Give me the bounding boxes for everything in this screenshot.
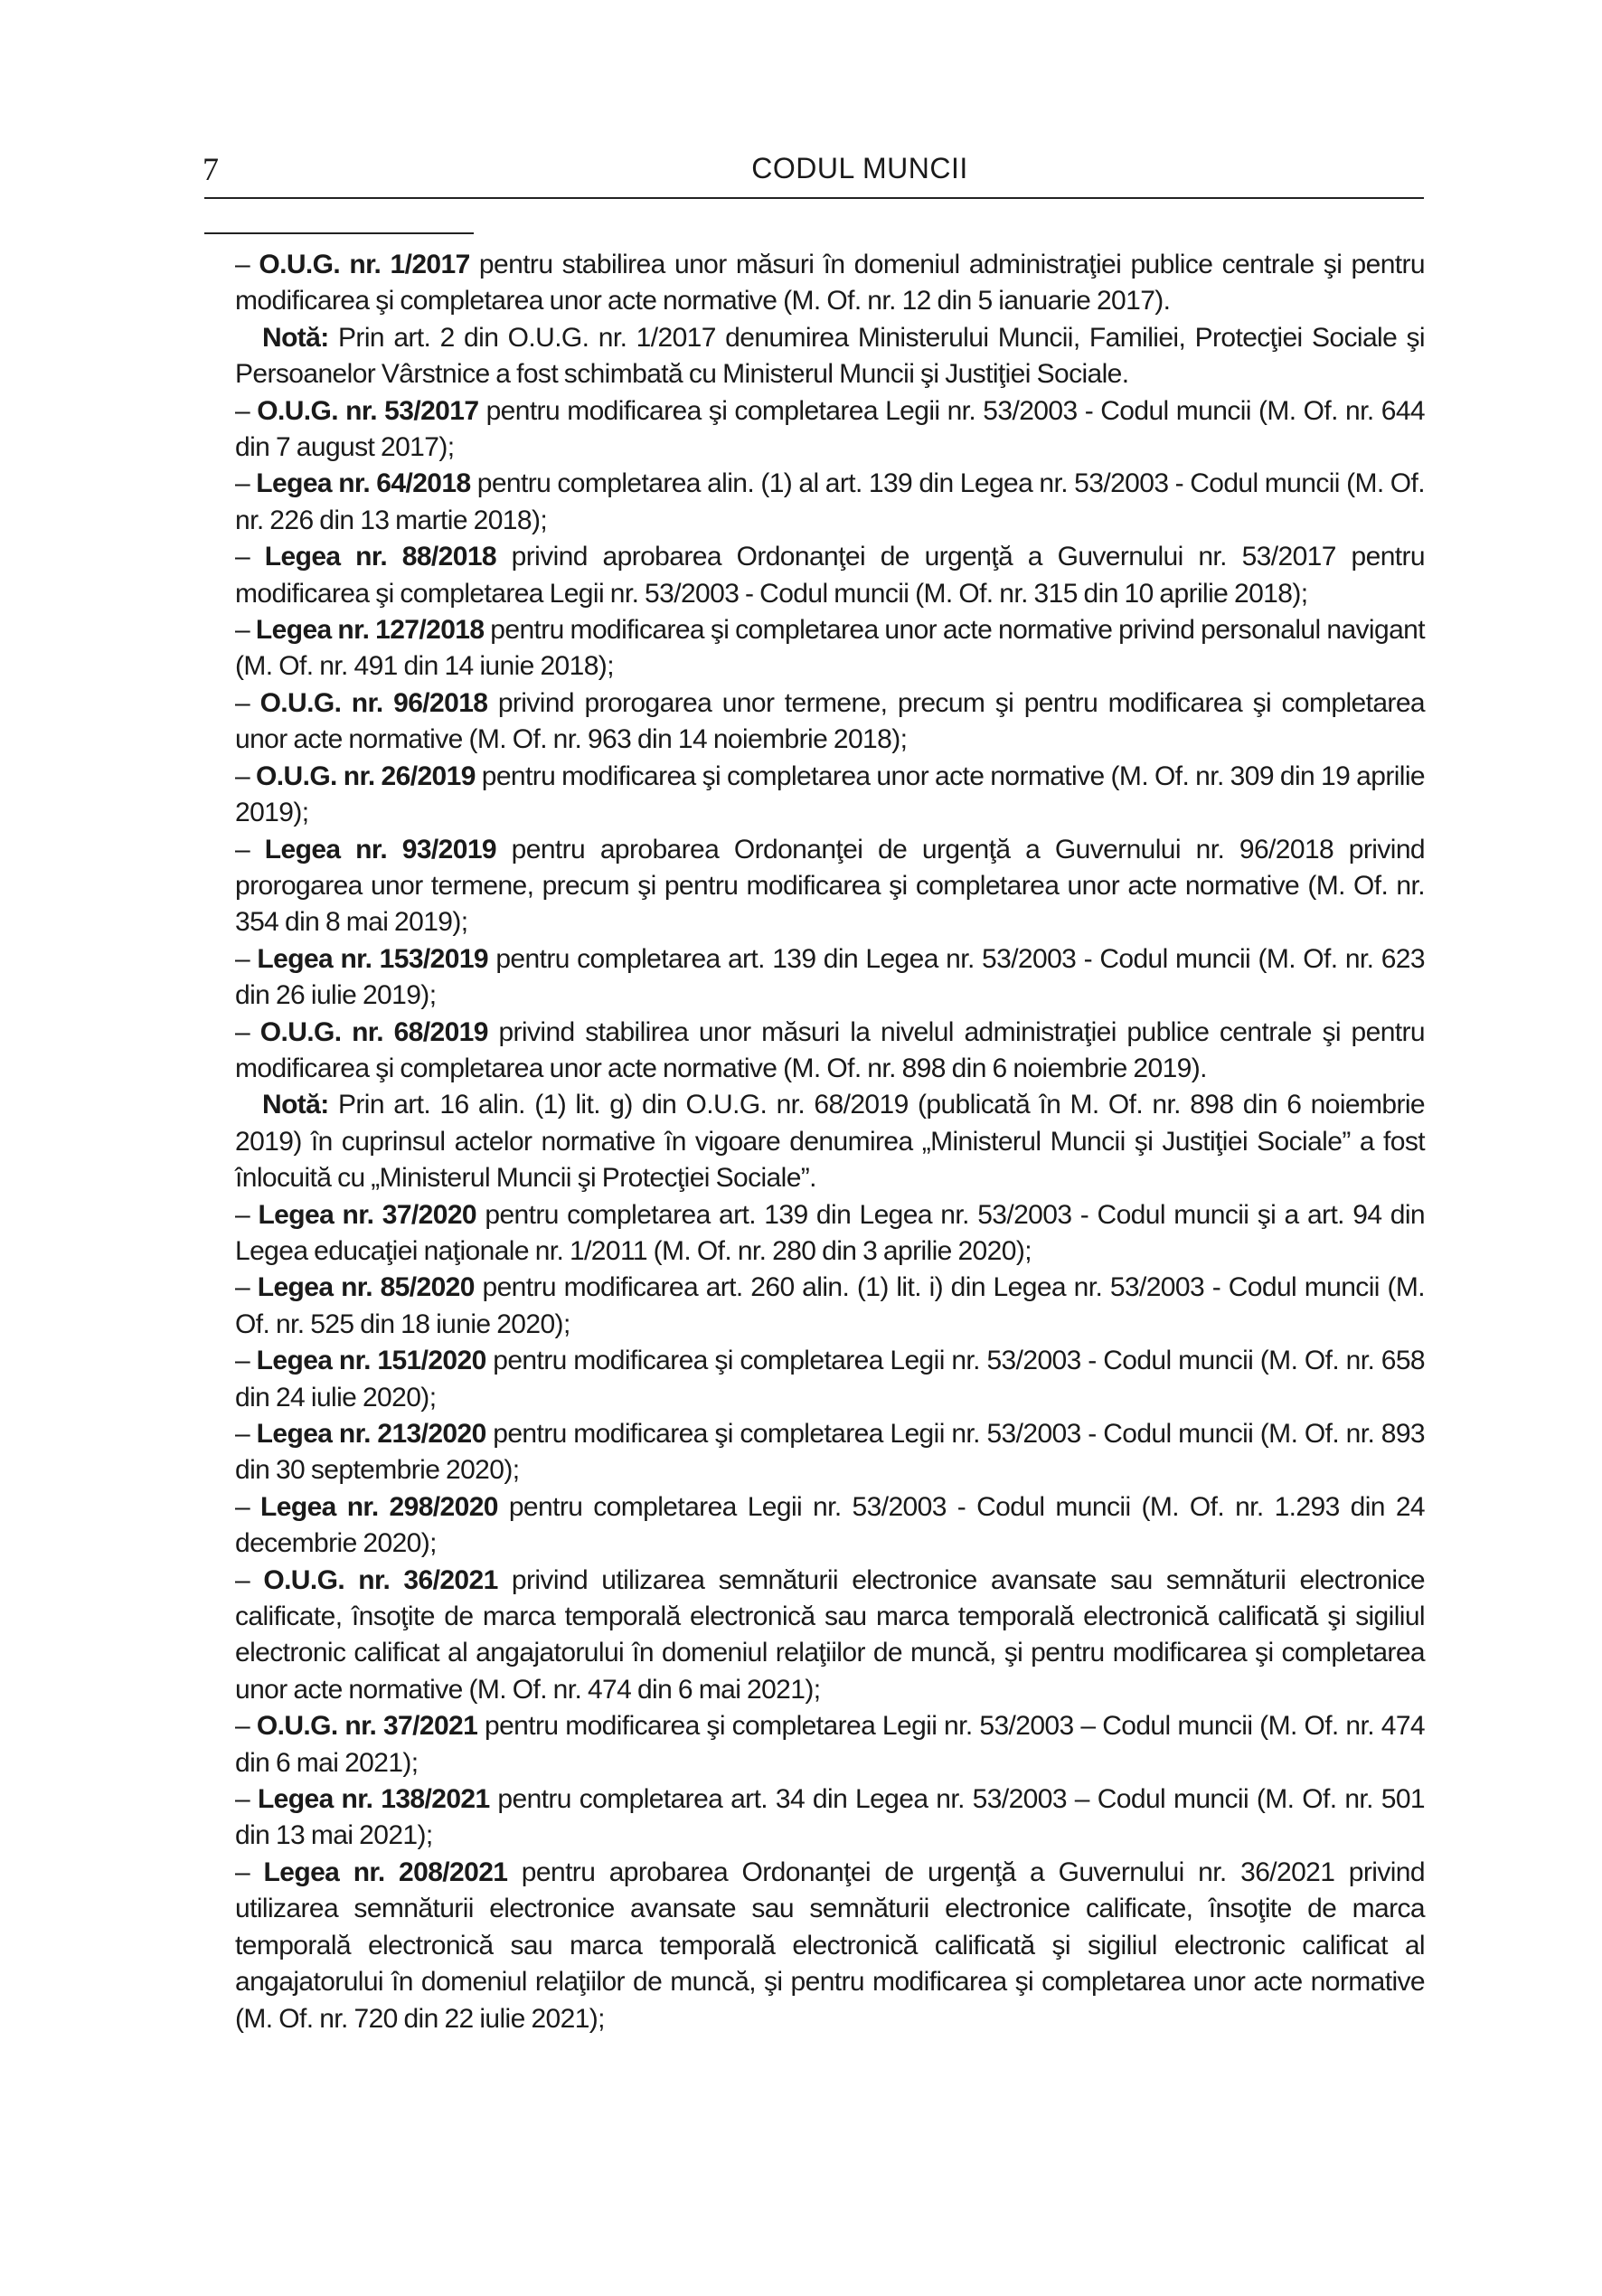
- item-text: privind stabilirea unor măsuri la nivelul administraţiei publice centrale şi pentru modificarea şi completarea unor acte normative (M. Of. nr. 898 din 6 noiembrie 2019).: [235, 1016, 1425, 1083]
- list-item: [235, 539, 1425, 612]
- act-reference: O.U.G. nr. 96/2018: [259, 687, 488, 718]
- item-dash: –: [235, 395, 258, 426]
- item-text: pentru completarea alin. (1) al art. 139 din Legea nr. 53/2003 - Codul muncii (M. Of. nr. 226 din 13 martie 2018);: [235, 468, 1426, 535]
- list-item: [235, 247, 1425, 320]
- note-label: Notă:: [262, 1090, 329, 1120]
- item-dash: –: [235, 615, 256, 646]
- act-reference: Legea nr. 93/2019: [264, 834, 496, 865]
- act-reference: Legea nr. 208/2021: [263, 1857, 508, 1887]
- act-reference: O.U.G. nr. 53/2017: [257, 395, 479, 426]
- act-reference: Legea nr. 127/2018: [255, 615, 485, 646]
- act-reference: O.U.G. nr. 1/2017: [259, 250, 470, 279]
- item-dash: –: [235, 1199, 259, 1230]
- list-item: [235, 685, 1425, 759]
- item-text: pentru completarea art. 34 din Legea nr. 53/2003 – Codul muncii (M. Of. nr. 501 din 13 mai 2021);: [235, 1784, 1425, 1851]
- act-reference: Legea nr. 37/2020: [258, 1199, 476, 1230]
- item-dash: –: [235, 250, 259, 279]
- item-dash: –: [235, 1857, 264, 1887]
- item-dash: –: [235, 1419, 257, 1449]
- list-item: [235, 1197, 1425, 1271]
- legislation-list: [235, 247, 1425, 2037]
- item-dash: –: [235, 1346, 257, 1376]
- note-label: Notă:: [262, 322, 329, 353]
- item-text: privind aprobarea Ordonanţei de urgenţă a Guvernului nr. 53/2017 pentru modificarea şi completarea Legii nr. 53/2003 - Codul muncii (M. Of. nr. 315 din 10 aprilie 2018);: [235, 542, 1425, 609]
- list-item: [235, 393, 1425, 467]
- item-dash: –: [235, 687, 260, 718]
- act-reference: Legea nr. 153/2019: [257, 943, 488, 974]
- list-item: [235, 1489, 1425, 1563]
- act-reference: Legea nr. 138/2021: [257, 1784, 490, 1815]
- item-text: pentru modificarea şi completarea Legii nr. 53/2003 – Codul muncii (M. Of. nr. 474 din 6 mai 2021);: [235, 1711, 1425, 1778]
- item-text: pentru modificarea şi completarea Legii nr. 53/2003 - Codul muncii (M. Of. nr. 893 din 30 septembrie 2020);: [235, 1419, 1426, 1486]
- list-item: [235, 1563, 1425, 1709]
- item-dash: –: [235, 1784, 258, 1815]
- act-reference: Legea nr. 151/2020: [256, 1346, 486, 1376]
- item-dash: –: [235, 834, 265, 865]
- item-dash: –: [235, 761, 257, 791]
- header-rule: [204, 197, 1424, 199]
- footnote-rule: [204, 232, 474, 234]
- item-text: pentru completarea art. 139 din Legea nr. 53/2003 - Codul muncii şi a art. 94 din Legea educaţiei naţionale nr. 1/2011 (M. Of. nr. 280 din 3 aprilie 2020);: [235, 1199, 1426, 1266]
- item-dash: –: [235, 1711, 257, 1742]
- act-reference: Legea nr. 88/2018: [264, 542, 496, 572]
- item-text: pentru modificarea art. 260 alin. (1) lit. i) din Legea nr. 53/2003 - Codul muncii (M. Of. nr. 525 din 18 iunie 2020);: [235, 1272, 1425, 1339]
- list-item: [235, 466, 1425, 539]
- list-item: [235, 1270, 1425, 1343]
- item-text: pentru modificarea şi completarea Legii nr. 53/2003 - Codul muncii (M. Of. nr. 644 din 7 august 2017);: [235, 395, 1425, 463]
- list-item: [235, 832, 1425, 941]
- item-text: pentru aprobarea Ordonanţei de urgenţă a Guvernului nr. 96/2018 privind prorogarea unor termene, precum şi pentru modificarea şi completarea unor acte normative (M. Of. nr. 354 din 8 mai 2019);: [235, 834, 1425, 938]
- list-item: [235, 759, 1425, 832]
- item-dash: –: [235, 468, 257, 499]
- item-text: pentru modificarea şi completarea Legii nr. 53/2003 - Codul muncii (M. Of. nr. 658 din 24 iulie 2020);: [235, 1346, 1426, 1413]
- list-item: [235, 1708, 1425, 1781]
- list-item: [235, 941, 1425, 1015]
- item-dash: –: [235, 1491, 261, 1522]
- item-text: pentru aprobarea Ordonanţei de urgenţă a Guvernului nr. 36/2021 privind utilizarea semnăturii electronice avansate sau semnăturii electronice calificate, însoţite de marca temporală electronică sau marca temporală electronică calificată şi sigiliul electronic calificat al angajatorului în domeniul relaţiilor de muncă, şi pentru modificarea şi completarea unor acte normative (M. Of. nr. 720 din 22 iulie 2021);: [235, 1857, 1425, 2034]
- list-item: [235, 1343, 1425, 1416]
- act-reference: O.U.G. nr. 37/2021: [256, 1711, 478, 1742]
- act-reference: Legea nr. 213/2020: [256, 1419, 486, 1449]
- item-text: pentru completarea art. 139 din Legea nr. 53/2003 - Codul muncii (M. Of. nr. 623 din 26 iulie 2019);: [235, 943, 1425, 1011]
- running-title: CODUL MUNCII: [751, 152, 968, 184]
- item-text: pentru modificarea şi completarea unor acte normative privind personalul navigant (M. Of. nr. 491 din 14 iunie 2018);: [235, 615, 1425, 682]
- item-text: pentru modificarea şi completarea unor acte normative (M. Of. nr. 309 din 19 aprilie 2019);: [235, 761, 1425, 828]
- item-text: privind prorogarea unor termene, precum şi pentru modificarea şi completarea unor acte normative (M. Of. nr. 963 din 14 noiembrie 2018);: [235, 687, 1425, 755]
- act-reference: Legea nr. 64/2018: [256, 468, 471, 499]
- act-reference: O.U.G. nr. 68/2019: [259, 1016, 488, 1047]
- act-reference: O.U.G. nr. 26/2019: [256, 761, 476, 791]
- page-number: 7: [203, 151, 219, 187]
- item-text: Prin art. 2 din O.U.G. nr. 1/2017 denumirea Ministerului Muncii, Familiei, Protecţiei Sociale şi Persoanelor Vârstnice a fost schimbată cu Ministerul Muncii şi Justiţiei Sociale.: [235, 322, 1425, 390]
- act-reference: Legea nr. 298/2020: [260, 1491, 498, 1522]
- item-text: pentru stabilirea unor măsuri în domeniul administraţiei publice centrale şi pentru modificarea şi completarea unor acte normative (M. Of. nr. 12 din 5 ianuarie 2017).: [235, 250, 1425, 317]
- list-item: [235, 1416, 1425, 1489]
- item-dash: –: [235, 1016, 260, 1047]
- note-paragraph: [235, 320, 1425, 393]
- list-item: [235, 1855, 1425, 2037]
- act-reference: Legea nr. 85/2020: [257, 1272, 475, 1303]
- item-dash: –: [235, 1272, 258, 1303]
- item-dash: –: [235, 542, 265, 572]
- item-text: privind utilizarea semnăturii electronice avansate sau semnăturii electronice calificate, însoţite de marca temporală electronică sau marca temporală electronică calificată şi sigiliul electronic calificat al angajatorului în domeniul relaţiilor de muncă, şi pentru modificarea şi completarea unor acte normative (M. Of. nr. 474 din 6 mai 2021);: [235, 1564, 1425, 1705]
- item-text: Prin art. 16 alin. (1) lit. g) din O.U.G. nr. 68/2019 (publicată în M. Of. nr. 898 din 6 noiembrie 2019) în cuprinsul actelor normative în vigoare denumirea „Ministerul Muncii şi Justiţiei Sociale” a fost înlocuită cu „Ministerul Muncii şi Protecţiei Sociale”.: [235, 1090, 1425, 1194]
- item-text: pentru completarea Legii nr. 53/2003 - Codul muncii (M. Of. nr. 1.293 din 24 decembrie 2020);: [235, 1491, 1425, 1559]
- list-item: [235, 1781, 1425, 1855]
- act-reference: O.U.G. nr. 36/2021: [263, 1564, 498, 1595]
- list-item: [235, 612, 1425, 685]
- note-paragraph: [235, 1087, 1425, 1196]
- item-dash: –: [235, 1564, 264, 1595]
- item-dash: –: [235, 943, 258, 974]
- list-item: [235, 1015, 1425, 1088]
